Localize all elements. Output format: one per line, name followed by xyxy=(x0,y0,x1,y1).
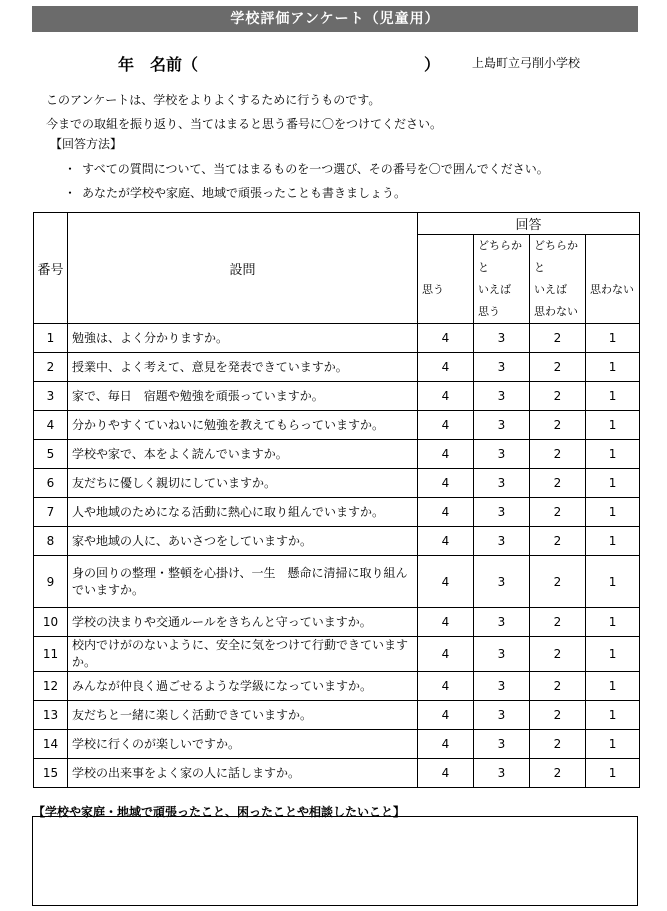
name-label: 年 名前（ xyxy=(118,55,199,74)
score-option[interactable]: 4 xyxy=(418,556,474,608)
question-text: 家で、毎日 宿題や勉強を頑張っていますか。 xyxy=(68,382,418,411)
header-option xyxy=(418,235,474,324)
question-text: 学校に行くのが楽しいですか。 xyxy=(68,730,418,759)
header-question: 設問 xyxy=(68,213,418,324)
score-option[interactable]: 3 xyxy=(474,730,530,759)
question-text: 友だちに優しく親切にしていますか。 xyxy=(68,469,418,498)
question-number: 2 xyxy=(34,353,68,382)
question-text: 授業中、よく考えて、意見を発表できていますか。 xyxy=(68,353,418,382)
question-number: 13 xyxy=(34,701,68,730)
question-number: 4 xyxy=(34,411,68,440)
score-option[interactable]: 3 xyxy=(474,411,530,440)
score-option[interactable]: 4 xyxy=(418,324,474,353)
header-option-line: どちらかと xyxy=(534,239,578,274)
question-number: 1 xyxy=(34,324,68,353)
score-option[interactable]: 3 xyxy=(474,469,530,498)
question-number: 10 xyxy=(34,608,68,637)
score-option[interactable]: 4 xyxy=(418,637,474,672)
table-row xyxy=(34,759,640,788)
score-option[interactable]: 3 xyxy=(474,498,530,527)
score-option[interactable]: 1 xyxy=(586,730,640,759)
table-row xyxy=(34,556,640,608)
table-row xyxy=(34,608,640,637)
score-option[interactable]: 3 xyxy=(474,701,530,730)
score-option[interactable]: 1 xyxy=(586,382,640,411)
table-row xyxy=(34,498,640,527)
score-option[interactable]: 2 xyxy=(530,608,586,637)
score-option[interactable]: 3 xyxy=(474,759,530,788)
score-option[interactable]: 2 xyxy=(530,324,586,353)
question-text: みんなが仲良く過ごせるような学級になっていますか。 xyxy=(68,672,418,701)
score-option[interactable]: 4 xyxy=(418,469,474,498)
score-option[interactable]: 4 xyxy=(418,411,474,440)
score-option[interactable]: 3 xyxy=(474,527,530,556)
score-option[interactable]: 3 xyxy=(474,382,530,411)
question-number: 11 xyxy=(34,637,68,672)
question-text: 学校の決まりや交通ルールをきちんと守っていますか。 xyxy=(68,608,418,637)
free-response-title: 【学校や家庭・地域で頑張ったこと、困ったことや相談したいこと】 xyxy=(33,805,406,819)
score-option[interactable]: 4 xyxy=(418,382,474,411)
question-table xyxy=(33,212,640,788)
table-row xyxy=(34,637,640,672)
question-text: 身の回りの整理・整頓を心掛け、一生 懸命に清掃に取り組んでいますか。 xyxy=(68,556,418,608)
bullet-item xyxy=(64,181,549,205)
school-name: 上島町立弓削小学校 xyxy=(472,56,581,70)
score-option[interactable]: 2 xyxy=(530,701,586,730)
header-option xyxy=(530,235,586,324)
score-option[interactable]: 2 xyxy=(530,527,586,556)
score-option[interactable]: 2 xyxy=(530,759,586,788)
score-option[interactable]: 4 xyxy=(418,759,474,788)
table-row xyxy=(34,527,640,556)
score-option[interactable]: 2 xyxy=(530,353,586,382)
score-option[interactable]: 2 xyxy=(530,440,586,469)
table-row xyxy=(34,469,640,498)
table-row xyxy=(34,440,640,469)
table-row xyxy=(34,382,640,411)
score-option[interactable]: 2 xyxy=(530,469,586,498)
header-option-line: 思わない xyxy=(534,305,578,318)
score-option[interactable]: 1 xyxy=(586,608,640,637)
score-option[interactable]: 3 xyxy=(474,637,530,672)
score-option[interactable]: 3 xyxy=(474,353,530,382)
score-option[interactable]: 3 xyxy=(474,440,530,469)
header-option xyxy=(474,235,530,324)
score-option[interactable]: 3 xyxy=(474,608,530,637)
question-text: 学校や家で、本をよく読んでいますか。 xyxy=(68,440,418,469)
method-bullets xyxy=(64,157,549,205)
bullet-item xyxy=(64,157,549,181)
score-option[interactable]: 1 xyxy=(586,411,640,440)
score-option[interactable]: 4 xyxy=(418,353,474,382)
score-option[interactable]: 1 xyxy=(586,556,640,608)
score-option[interactable]: 1 xyxy=(586,637,640,672)
bullet-text: あなたが学校や家庭、地域で頑張ったことも書きましょう。 xyxy=(82,186,407,200)
score-option[interactable]: 2 xyxy=(530,730,586,759)
question-number: 5 xyxy=(34,440,68,469)
question-text: 学校の出来事をよく家の人に話しますか。 xyxy=(68,759,418,788)
score-option[interactable]: 4 xyxy=(418,701,474,730)
header-option-line: いえば xyxy=(534,283,567,296)
score-option[interactable]: 2 xyxy=(530,498,586,527)
score-option[interactable]: 1 xyxy=(586,701,640,730)
table-row xyxy=(34,324,640,353)
score-option[interactable]: 1 xyxy=(586,527,640,556)
free-response-box[interactable] xyxy=(32,816,638,906)
intro-line: このアンケートは、学校をよりよくするために行うものです。 xyxy=(46,93,381,107)
score-option[interactable]: 4 xyxy=(418,672,474,701)
header-answer: 回答 xyxy=(418,213,640,235)
question-text: 友だちと一緒に楽しく活動できていますか。 xyxy=(68,701,418,730)
question-number: 9 xyxy=(34,556,68,608)
header-option-line: 思う xyxy=(478,305,500,318)
score-option[interactable]: 3 xyxy=(474,556,530,608)
question-number: 12 xyxy=(34,672,68,701)
score-option[interactable]: 1 xyxy=(586,498,640,527)
score-option[interactable]: 4 xyxy=(418,440,474,469)
question-number: 15 xyxy=(34,759,68,788)
question-text: 勉強は、よく分かりますか。 xyxy=(68,324,418,353)
score-option[interactable]: 1 xyxy=(586,672,640,701)
score-option[interactable]: 1 xyxy=(586,440,640,469)
table-row xyxy=(34,353,640,382)
question-text: 分かりやすくていねいに勉強を教えてもらっていますか。 xyxy=(68,411,418,440)
question-number: 7 xyxy=(34,498,68,527)
bullet-mark: ・ xyxy=(64,186,77,200)
question-text: 家や地域の人に、あいさつをしていますか。 xyxy=(68,527,418,556)
score-option[interactable]: 2 xyxy=(530,382,586,411)
intro-line: 今までの取組を振り返り、当てはまると思う番号に〇をつけてください。 xyxy=(46,117,443,131)
score-option[interactable]: 4 xyxy=(418,527,474,556)
table-row xyxy=(34,701,640,730)
score-option[interactable]: 1 xyxy=(586,324,640,353)
score-option[interactable]: 1 xyxy=(586,469,640,498)
question-number: 3 xyxy=(34,382,68,411)
table-row xyxy=(34,672,640,701)
header-option-line: 思う xyxy=(422,283,444,296)
name-close-paren: ） xyxy=(424,55,441,74)
score-option[interactable]: 2 xyxy=(530,411,586,440)
survey-title-banner: 学校評価アンケート（児童用） xyxy=(32,6,638,32)
header-option-line: 思わない xyxy=(590,283,634,296)
header-option-line: どちらかと xyxy=(478,239,522,274)
score-option[interactable]: 4 xyxy=(418,608,474,637)
bullet-mark: ・ xyxy=(64,162,77,176)
score-option[interactable]: 1 xyxy=(586,353,640,382)
score-option[interactable]: 2 xyxy=(530,556,586,608)
table-row xyxy=(34,730,640,759)
score-option[interactable]: 3 xyxy=(474,324,530,353)
question-number: 8 xyxy=(34,527,68,556)
question-text: 人や地域のためになる活動に熱心に取り組んでいますか。 xyxy=(68,498,418,527)
table-row xyxy=(34,411,640,440)
bullet-text: すべての質問について、当てはまるものを一つ選び、その番号を〇で囲んでください。 xyxy=(82,162,549,176)
score-option[interactable]: 2 xyxy=(530,637,586,672)
score-option[interactable]: 4 xyxy=(418,498,474,527)
method-title: 【回答方法】 xyxy=(50,137,123,151)
name-line xyxy=(118,52,441,75)
score-option[interactable]: 4 xyxy=(418,730,474,759)
header-option-line: いえば xyxy=(478,283,511,296)
question-text: 校内でけがのないように、安全に気をつけて行動できていますか。 xyxy=(68,637,418,672)
score-option[interactable]: 2 xyxy=(530,672,586,701)
header-number: 番号 xyxy=(34,213,68,324)
score-option[interactable]: 1 xyxy=(586,759,640,788)
header-option xyxy=(586,235,640,324)
question-number: 6 xyxy=(34,469,68,498)
question-number: 14 xyxy=(34,730,68,759)
score-option[interactable]: 3 xyxy=(474,672,530,701)
intro-text xyxy=(46,88,442,136)
